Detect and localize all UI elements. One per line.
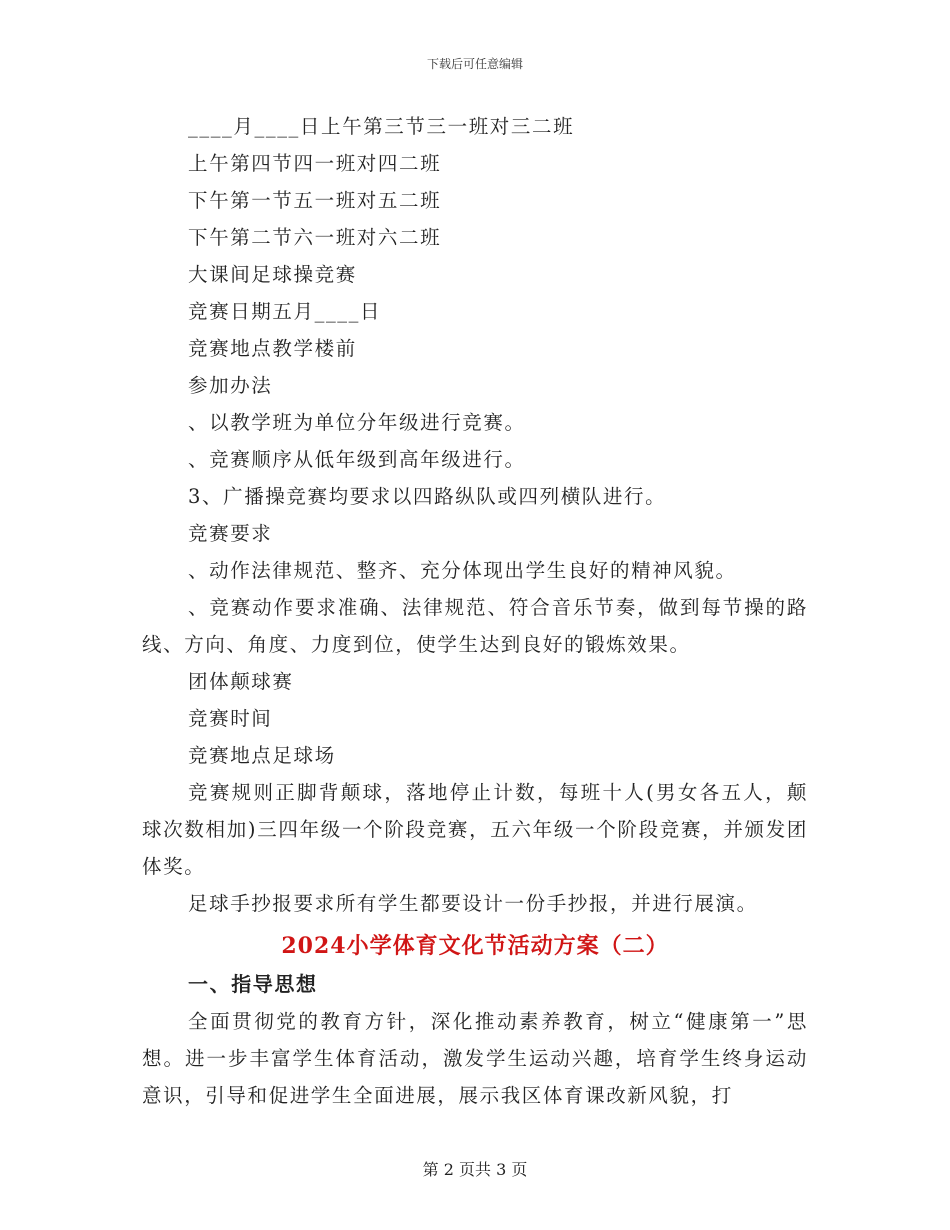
text-paragraph: 全面贯彻党的教育方针，深化推动素养教育，树立“健康第一”思想。进一步丰富学生体育活动，激发学生运动兴趣，培育学生终身运动意识，引导和促进学生全面进展，展示我区体育课改新风貌，打	[142, 1010, 808, 1107]
text-paragraph: 、竞赛动作要求准确、法律规范、符合音乐节奏，做到每节操的路线、方向、角度、力度到位，使学生达到良好的锻炼效果。	[142, 596, 808, 656]
section-heading: 一、指导思想	[188, 972, 318, 996]
text-line: 竞赛日期五月____日	[188, 300, 382, 323]
text-line: 竞赛地点教学楼前	[188, 337, 357, 360]
text-line: 参加办法	[188, 374, 273, 397]
section-title: 2024小学体育文化节活动方案（二）	[281, 933, 669, 959]
text-line: ____月____日上午第三节三一班对三二班	[188, 115, 575, 138]
text-paragraph: 竞赛规则正脚背颠球，落地停止计数，每班十人(男女各五人，颠球次数相加)三四年级一个阶段竞赛，五六年级一个阶段竞赛，并颁发团体奖。	[142, 781, 808, 878]
text-line: 、以教学班为单位分年级进行竞赛。	[188, 411, 526, 434]
text-line: 、动作法律规范、整齐、充分体现出学生良好的精神风貌。	[188, 559, 737, 582]
page-footer: 第 2 页共 3 页	[422, 1160, 528, 1179]
text-line: 团体颠球赛	[188, 670, 294, 693]
page-header: 下载后可任意编辑	[426, 57, 523, 71]
text-line: 、竞赛顺序从低年级到高年级进行。	[188, 448, 526, 471]
text-line: 竞赛时间	[188, 707, 273, 730]
text-line: 竞赛地点足球场	[188, 744, 336, 767]
text-line: 竞赛要求	[188, 522, 273, 545]
text-line: 3、广播操竞赛均要求以四路纵队或四列横队进行。	[188, 485, 667, 508]
document-body	[142, 108, 808, 1114]
text-line: 大课间足球操竞赛	[188, 263, 357, 286]
text-line: 下午第二节六一班对六二班	[188, 226, 442, 249]
text-line: 足球手抄报要求所有学生都要设计一份手抄报，并进行展演。	[188, 892, 758, 915]
text-line: 下午第一节五一班对五二班	[188, 189, 442, 212]
text-line: 上午第四节四一班对四二班	[188, 152, 442, 175]
